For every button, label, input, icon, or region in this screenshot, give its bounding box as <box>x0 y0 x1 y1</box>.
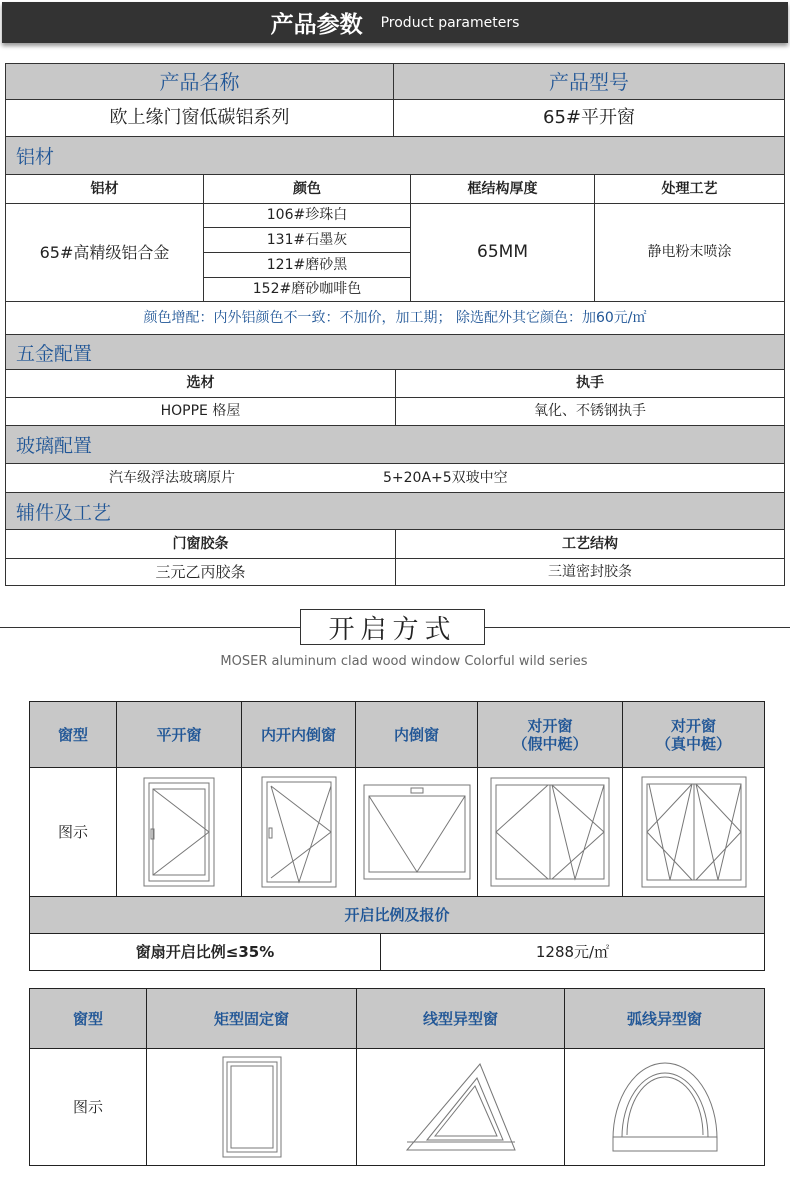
triangle-diagram <box>356 1048 565 1166</box>
opening-subtitle: MOSER aluminum clad wood window Colorful wild series <box>220 654 588 669</box>
col-header: 执手 <box>395 369 785 398</box>
color-item: 131#石墨灰 <box>203 227 411 253</box>
header-subtitle: Product parameters <box>380 14 520 31</box>
fixed-window-icon <box>222 1056 282 1158</box>
price: 1288元/㎡ <box>380 933 765 971</box>
window-type: 对开窗 （真中梃） <box>622 701 765 768</box>
process-structure: 三道密封胶条 <box>395 558 785 586</box>
tilt-turn-window-icon <box>261 776 337 888</box>
product-model: 65#平开窗 <box>393 99 785 137</box>
product-name-label: 产品名称 <box>5 63 394 100</box>
window-type: 内倒窗 <box>355 701 478 768</box>
window-type: 矩型固定窗 <box>146 988 357 1049</box>
diagram-label: 图示 <box>29 767 117 897</box>
type-label: 窗型 <box>29 988 147 1049</box>
diagram-label: 图示 <box>29 1048 147 1166</box>
fixed-diagram <box>146 1048 357 1166</box>
double-casement-window-icon <box>490 777 610 887</box>
col-header: 门窗胶条 <box>5 529 396 559</box>
section-hardware: 五金配置 <box>5 334 785 370</box>
window-type: 弧线异型窗 <box>564 988 765 1049</box>
window-type: 平开窗 <box>116 701 242 768</box>
thickness-value: 65MM <box>410 203 595 302</box>
section-aluminum: 铝材 <box>5 136 785 175</box>
color-item: 106#珍珠白 <box>203 203 411 228</box>
material-value: 65#高精级铝合金 <box>5 203 204 302</box>
hardware-material: HOPPE 格屋 <box>5 397 396 426</box>
window-type: 线型异型窗 <box>356 988 565 1049</box>
header-title: 产品参数 <box>270 12 363 38</box>
color-item: 121#磨砂黑 <box>203 252 411 278</box>
double-true-mullion-diagram <box>622 767 765 897</box>
hardware-handle: 氧化、不锈钢执手 <box>395 397 785 426</box>
tilt-diagram <box>355 767 478 897</box>
window-type: 内开内倒窗 <box>241 701 356 768</box>
type-label: 窗型 <box>29 701 117 768</box>
product-model-label: 产品型号 <box>393 63 785 100</box>
tilt-window-icon <box>363 784 471 880</box>
color-item: 152#磨砂咖啡色 <box>203 277 411 302</box>
section-glass: 玻璃配置 <box>5 425 785 464</box>
header-bar <box>2 2 788 43</box>
col-header: 框结构厚度 <box>410 174 595 204</box>
double-casement-mullion-window-icon <box>641 776 747 888</box>
glass-source: 汽车级浮法玻璃原片 <box>109 469 235 486</box>
arch-window-icon <box>612 1061 718 1153</box>
ratio-header: 开启比例及报价 <box>29 896 765 934</box>
opening-title: 开启方式 <box>300 609 485 645</box>
glass-row <box>5 463 785 493</box>
col-header: 颜色 <box>203 174 411 204</box>
glass-spec: 5+20A+5双玻中空 <box>383 469 508 486</box>
arch-diagram <box>564 1048 765 1166</box>
double-false-mullion-diagram <box>477 767 623 897</box>
casement-diagram <box>116 767 242 897</box>
col-header: 选材 <box>5 369 396 398</box>
product-name: 欧上缘门窗低碳铝系列 <box>5 99 394 137</box>
col-header: 铝材 <box>5 174 204 204</box>
col-header: 处理工艺 <box>594 174 785 204</box>
tilt-turn-diagram <box>241 767 356 897</box>
triangle-window-icon <box>405 1062 517 1152</box>
color-note: 颜色增配：内外铝颜色不一致：不加价，加工期； 除选配外其它颜色：加60元/㎡ <box>5 301 785 335</box>
opening-ratio: 窗扇开启比例≤35% <box>29 933 381 971</box>
section-accessories: 辅件及工艺 <box>5 492 785 530</box>
casement-window-icon <box>143 777 215 887</box>
window-type: 对开窗 （假中梃） <box>477 701 623 768</box>
process-value: 静电粉末喷涂 <box>594 203 785 302</box>
col-header: 工艺结构 <box>395 529 785 559</box>
seal-strip: 三元乙丙胶条 <box>5 558 396 586</box>
